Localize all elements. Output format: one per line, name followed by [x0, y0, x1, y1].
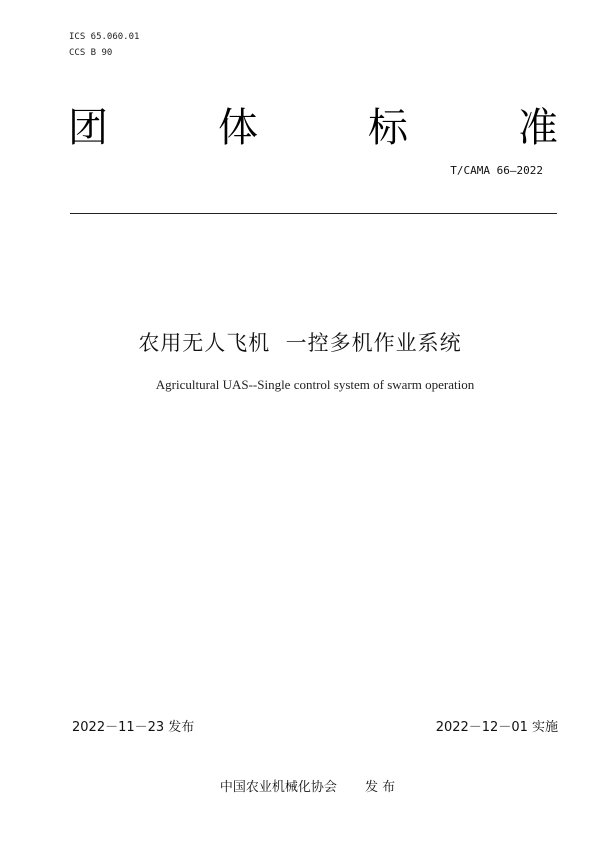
classification-codes [69, 29, 139, 61]
standard-title-char-4: 准 [518, 105, 558, 151]
implementation-date: 2022－12－01 实施 [435, 720, 558, 735]
header-divider [70, 213, 557, 214]
standard-number: T/CAMA 66—2022 [450, 164, 543, 177]
publication-date: 2022－11－23 发布 [72, 720, 195, 735]
standard-title-char-2: 体 [218, 105, 258, 151]
ccs-code: CCS B 90 [69, 48, 113, 58]
document-title-chinese: 农用无人飞机 一控多机作业系统 [138, 331, 462, 355]
document-title-english: Agricultural UAS--Single control system of swarm operation [155, 377, 475, 392]
publisher-name: 中国农业机械化协会 [219, 780, 337, 795]
publisher-action: 发 布 [364, 780, 396, 795]
publisher-line [0, 776, 600, 795]
ics-code: ICS 65.060.01 [69, 32, 140, 42]
standard-title-char-3: 标 [368, 105, 408, 151]
standard-type-title [68, 104, 558, 152]
standard-title-char-1: 团 [68, 105, 108, 151]
